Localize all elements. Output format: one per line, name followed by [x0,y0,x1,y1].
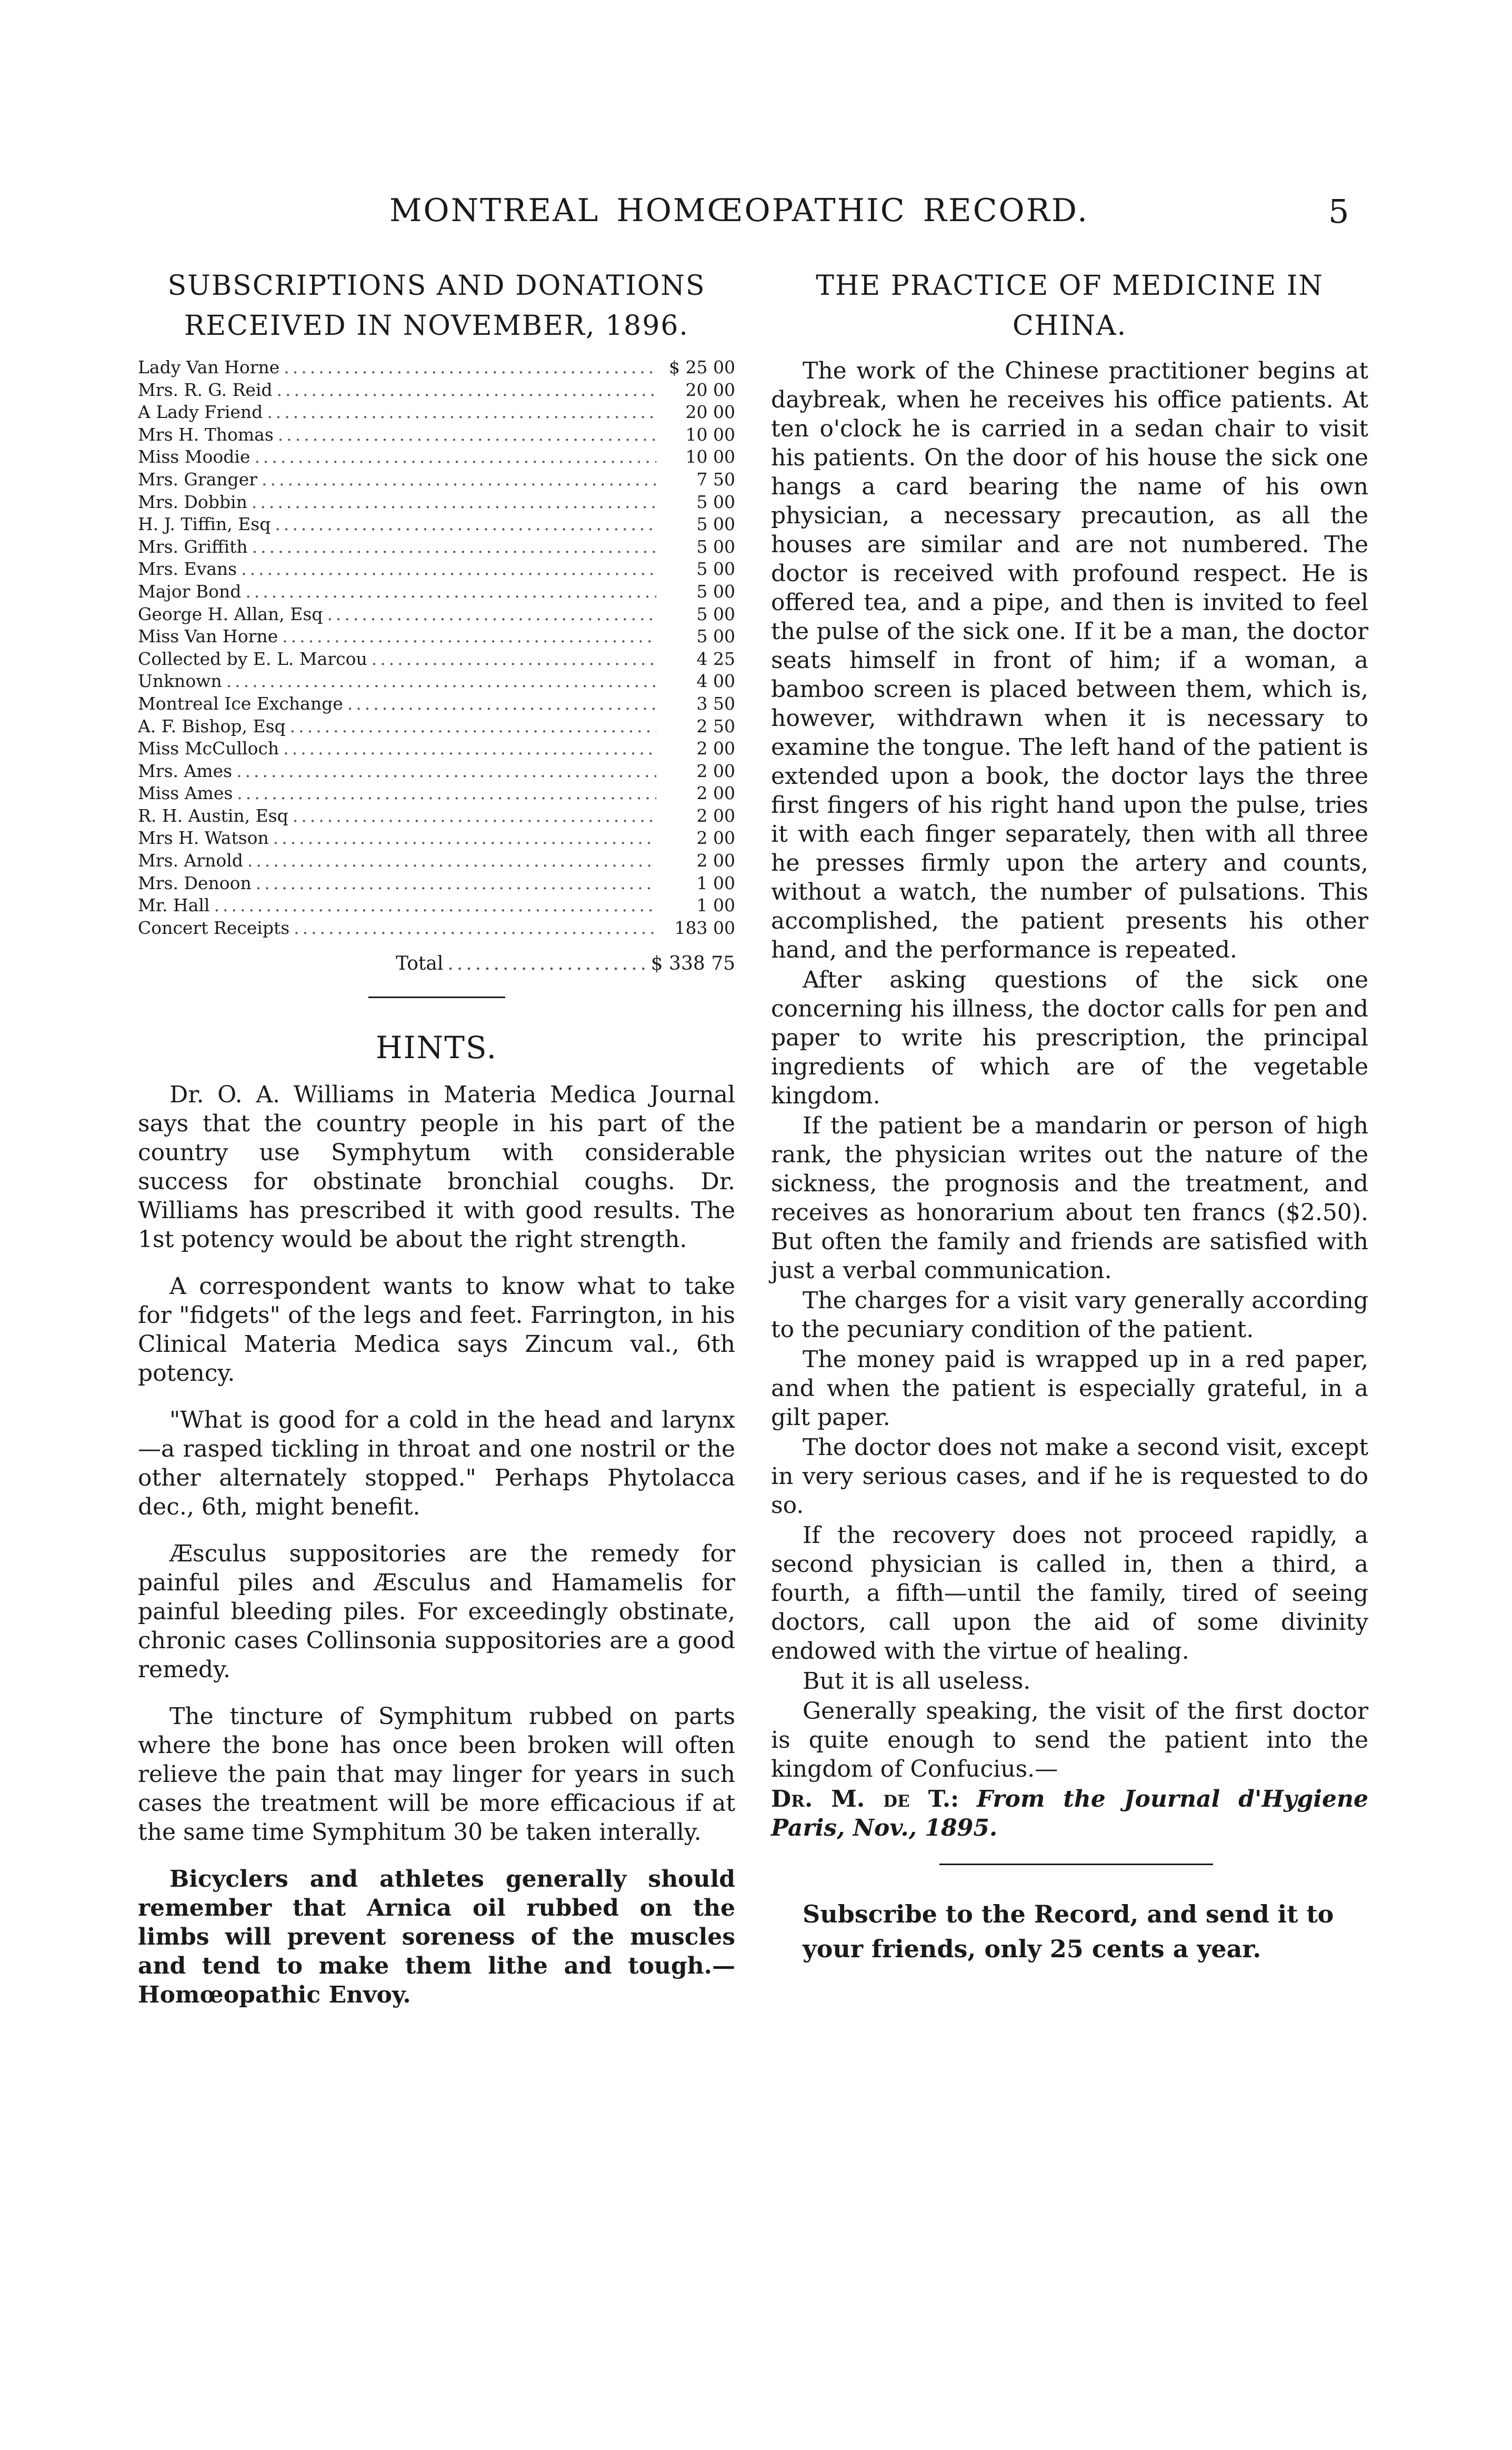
page-number: 5 [1328,192,1349,231]
hints-paragraph: A correspondent wants to know what to take for "fidgets" of the legs and feet. Farrington, in his Clinical Materia Medica says Zincum val., 6th potency. [138,1273,735,1387]
subscriptions-ledger [138,356,735,939]
ledger-row [138,446,735,469]
ledger-row [138,356,735,379]
leader-dots [343,693,656,715]
leader-dots [274,424,656,446]
leader-dots [323,603,656,626]
ledger-row [138,827,735,850]
donor-name: Miss Ames [138,783,233,804]
donation-amount: 1 00 [696,895,735,916]
donation-amount: 183 00 [674,917,735,938]
donor-name: Major Bond [138,581,242,602]
signature-source: From the Journal d'Hygiene Paris, Nov., 1895. [771,1786,1368,1841]
running-title: MONTREAL HOMŒOPATHIC RECORD. [389,192,1089,229]
leader-dots [247,491,656,514]
section-divider [368,997,505,998]
leader-dots [271,513,656,536]
donor-name: Mrs. Granger [138,469,257,490]
donor-name: Miss McCulloch [138,738,279,759]
ledger-row [138,693,735,715]
hints-paragraph: The tincture of Symphitum rubbed on parts where the bone has once been broken will often relieve the pain that may linger for years in such cases the treatment will be more efficacious if at the same time Symphitum 30 be taken interally. [138,1703,735,1846]
china-paragraph: If the recovery does not proceed rapidly, a second physician is called in, then a third, a fourth, a fifth—until the family, tired of seeing doctors, call upon the aid of some divinity endowed with the virtue of healing. [771,1522,1368,1665]
donor-name: Mrs H. Watson [138,828,269,849]
leader-dots [278,625,656,648]
ledger-row [138,625,735,648]
ledger-row [138,917,735,940]
donor-name: Mrs. Dobbin [138,491,247,512]
china-paragraph: The doctor does not make a second visit, except in very serious cases, and if he is requested to do so. [771,1434,1368,1519]
leader-dots [443,953,650,975]
leader-dots [248,536,656,559]
donor-name: Lady Van Horne [138,357,280,377]
hints-heading: HINTS. [375,1030,498,1066]
ledger-row [138,558,735,581]
subscriptions-total-row [138,953,735,975]
subscriptions-heading: SUBSCRIPTIONS AND DONATIONS RECEIVED IN NOVEMBER, 1896. [167,270,706,342]
leader-dots [243,850,656,872]
ledger-row [138,805,735,828]
leader-dots [209,894,656,917]
total-amount: $ 338 75 [650,953,735,975]
leader-dots [288,805,656,828]
ledger-row [138,513,735,536]
donor-name: Mrs. Ames [138,760,233,781]
donor-name: A Lady Friend [138,402,263,423]
donation-amount: 2 00 [696,760,735,781]
donation-amount: 3 50 [696,693,735,714]
leader-dots [367,648,656,671]
donor-name: Mrs. Arnold [138,850,243,871]
donor-name: Miss Moodie [138,446,251,467]
ledger-row [138,401,735,424]
right-column [771,266,1368,1966]
donation-amount: 2 00 [696,805,735,826]
leader-dots [273,379,656,402]
donor-name: Mrs. Denoon [138,872,252,893]
ledger-row [138,491,735,514]
donation-amount: 2 50 [696,715,735,736]
china-paragraph: The charges for a visit vary generally according to the pecuniary condition of the patient. [771,1287,1368,1343]
donation-amount: 5 00 [696,581,735,602]
ledger-row [138,670,735,693]
ledger-row [138,715,735,738]
donor-name: R. H. Austin, Esq [138,805,288,826]
article-signature [771,1785,1368,1843]
leader-dots [286,715,656,738]
donor-name: George H. Allan, Esq [138,603,323,624]
donor-name: H. J. Tiffin, Esq [138,514,271,535]
ledger-row [138,782,735,805]
donation-amount: 1 00 [696,872,735,893]
donation-amount: 20 00 [685,402,735,423]
china-paragraph: The work of the Chinese practitioner begins at daybreak, when he receives his office patients. At ten o'clock he is carried in a sedan chair to visit his patients. On the door of his house the sick one hangs a card bearing the name of his own physician, a necessary precaution, as all the houses are similar and are not numbered. The doctor is received with profound respect. He is offered tea, and a pipe, and then is invited to feel the pulse of the sick one. If it be a man, the doctor seats himself in front of him; if a woman, a bamboo screen is placed between them, which is, however, withdrawn when it is necessary to examine the tongue. The left hand of the patient is extended upon a book, the doctor lays the three first fingers of his right hand upon the pulse, tries it with each finger separately, then with all three he presses firmly upon the artery and counts, without a watch, the number of pulsations. This accomplished, the patient presents his other hand, and the performance is repeated. [771,357,1368,963]
donor-name: Mrs H. Thomas [138,424,274,445]
donation-amount: 20 00 [685,379,735,400]
donation-amount: 2 00 [696,738,735,759]
hints-paragraph: Bicyclers and athletes generally should remember that Arnica oil rubbed on the limbs will prevent soreness of the muscles and tend to make them lithe and tough.—Homœopathic Envoy. [138,1866,735,2009]
leader-dots [241,581,656,603]
leader-dots [250,446,656,469]
leader-dots [269,827,656,850]
leader-dots [279,356,656,379]
donor-name: Mrs. Griffith [138,536,248,557]
donation-amount: $ 25 00 [669,357,735,377]
leader-dots [279,738,656,760]
donor-name: Unknown [138,671,222,692]
china-paragraph: If the patient be a mandarin or person of high rank, the physician writes out the nature of the sickness, the prognosis and the treatment, and receives as honorarium about ten francs ($2.50). But often the family and friends are satisfied with just a verbal communication. [771,1112,1368,1284]
left-column [138,266,735,2027]
leader-dots [289,917,656,940]
donor-name: Mrs. R. G. Reid [138,379,273,400]
donation-amount: 10 00 [685,446,735,467]
donation-amount: 5 00 [696,603,735,624]
ledger-row [138,894,735,917]
ledger-row [138,738,735,760]
donation-amount: 5 00 [696,491,735,512]
ledger-row [138,536,735,559]
ledger-row [138,872,735,895]
ledger-row [138,469,735,491]
donation-amount: 4 25 [696,648,735,669]
donor-name: Collected by E. L. Marcou [138,648,367,669]
leader-dots [257,469,656,491]
leader-dots [222,670,656,693]
ledger-row [138,379,735,402]
donation-amount: 10 00 [685,424,735,445]
donation-amount: 5 00 [696,536,735,557]
donor-name: Mr. Hall [138,895,210,916]
ledger-row [138,424,735,446]
china-paragraph: Generally speaking, the visit of the first doctor is quite enough to send the patient into the kingdom of Confucius.— [771,1698,1368,1782]
ledger-row [138,648,735,671]
signature-name: Dr. M. de T.: [771,1786,959,1812]
donation-amount: 7 50 [696,469,735,490]
hints-paragraph: Æsculus suppositories are the remedy for painful piles and Æsculus and Hamamelis for painful bleeding piles. For exceedingly obstinate, chronic cases Collinsonia suppositories are a good remedy. [138,1540,735,1684]
donation-amount: 4 00 [696,671,735,692]
leader-dots [263,401,656,424]
donor-name: A. F. Bishop, Esq [138,715,286,736]
ledger-row [138,760,735,783]
donation-amount: 2 00 [696,783,735,804]
donor-name: Mrs. Evans [138,559,237,580]
china-paragraph: But it is all useless. [803,1668,1031,1695]
ledger-row [138,850,735,872]
china-paragraph: After asking questions of the sick one concerning his illness, the doctor calls for pen and paper to write his prescription, the principal ingredients of which are of the vegetable kingdom. [771,967,1368,1109]
ledger-row [138,603,735,626]
leader-dots [237,558,656,581]
hints-paragraph: "What is good for a cold in the head and larynx—a rasped tickling in throat and one nostril or the other alternately stopped." Perhaps Phytolacca dec., 6th, might benefit. [138,1407,735,1521]
donation-amount: 5 00 [696,559,735,580]
donation-amount: 5 00 [696,626,735,647]
donation-amount: 2 00 [696,850,735,871]
leader-dots [252,872,656,895]
section-divider [939,1864,1213,1865]
subscribe-notice: Subscribe to the Record, and send it to your friends, only 25 cents a year. [803,1900,1334,1963]
donation-amount: 2 00 [696,828,735,849]
total-label: Total [396,953,444,975]
china-paragraph: The money paid is wrapped up in a red paper, and when the patient is especially grateful, in a gilt paper. [771,1346,1368,1431]
donor-name: Montreal Ice Exchange [138,693,343,714]
hints-paragraph: Dr. O. A. Williams in Materia Medica Journal says that the country people in his part of the country use Symphytum with considerable success for obstinate bronchial coughs. Dr. Williams has prescribed it with good results. The 1st potency would be about the right strength. [138,1081,735,1253]
china-heading: THE PRACTICE OF MEDICINE IN CHINA. [816,270,1324,342]
donor-name: Concert Receipts [138,917,290,938]
leader-dots [232,760,656,783]
donor-name: Miss Van Horne [138,626,278,647]
leader-dots [233,782,656,805]
donation-amount: 5 00 [696,514,735,535]
ledger-row [138,581,735,603]
